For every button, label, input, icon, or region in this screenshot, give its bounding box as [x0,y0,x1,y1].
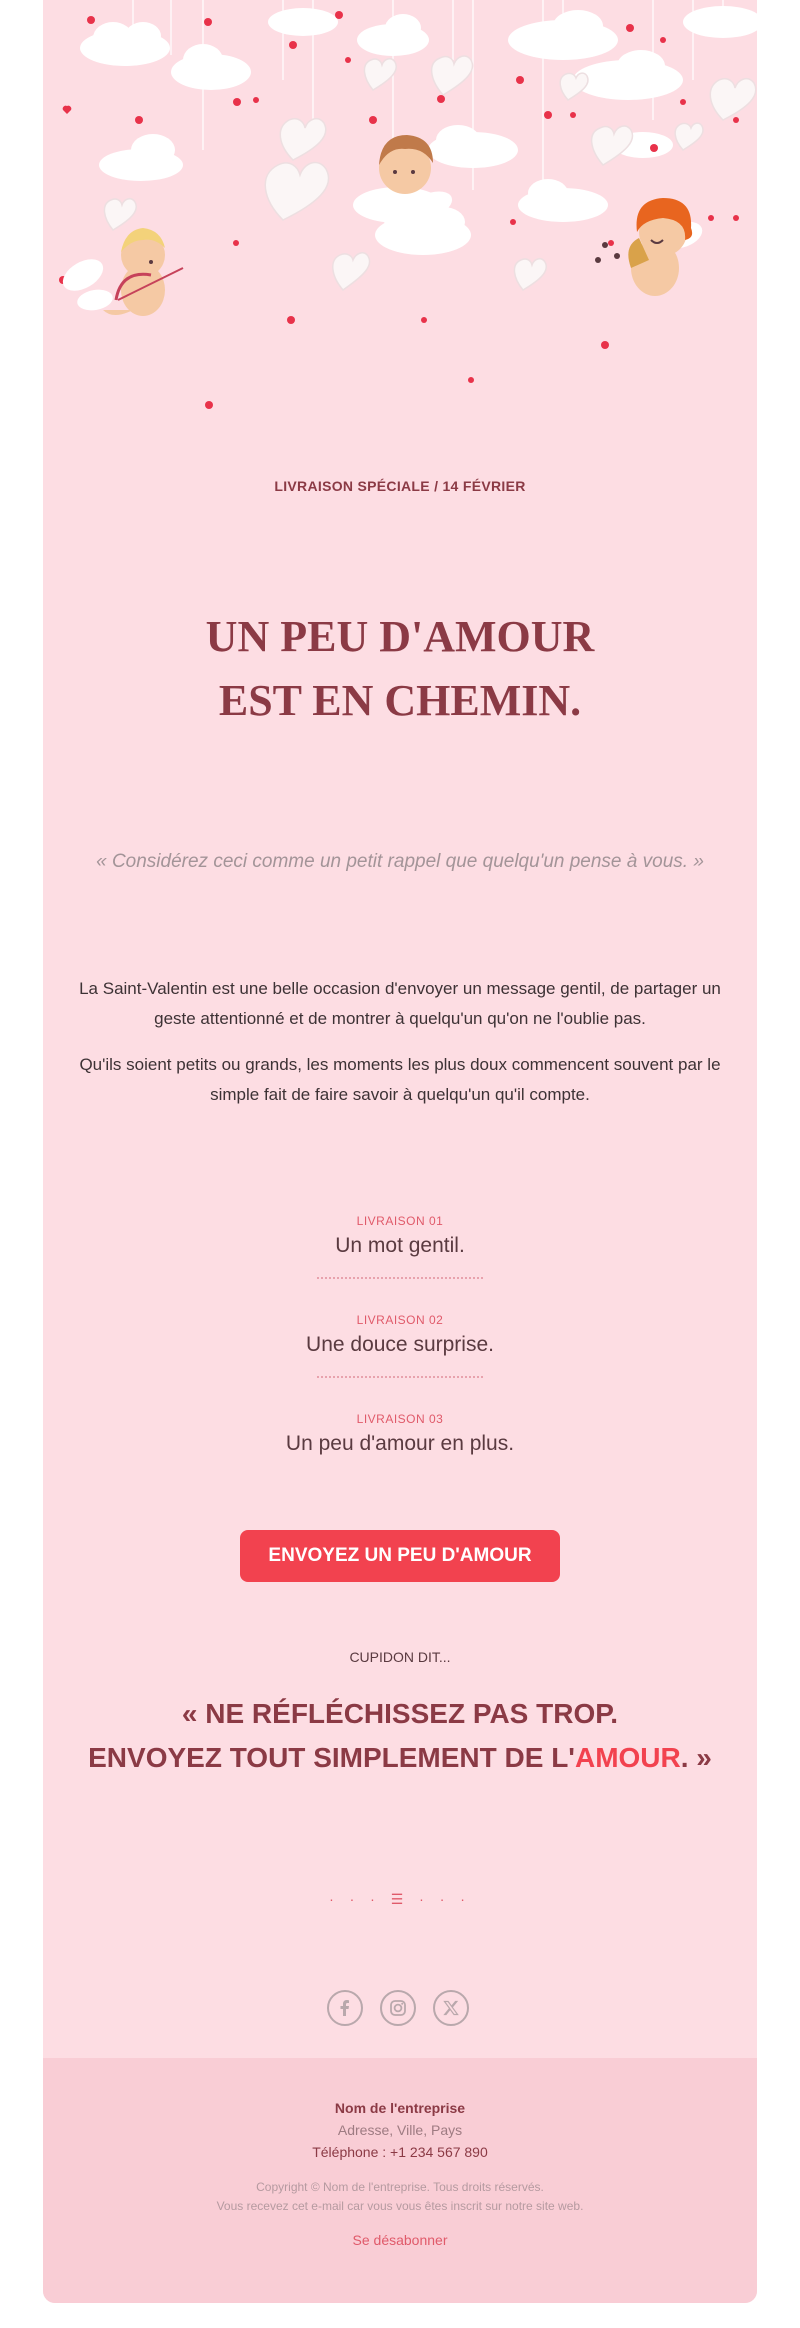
delivery-item [43,1313,757,1357]
cupid-quote-line-1: « NE RÉFLÉCHISSEZ PAS TROP. [181,1698,619,1729]
company-name: Nom de l'entreprise [334,2100,466,2116]
copyright-text: Copyright © Nom de l'entreprise. Tous droits réservés. [256,2180,544,2194]
social-links [327,1990,473,2030]
ornament-divider: · · · ☰ · · · [329,1891,471,1907]
cupid-quote-line-2 [43,1736,757,1780]
hero-illustration [43,0,757,420]
unsubscribe-link[interactable]: Se désabonner [352,2232,448,2248]
delivery-label: LIVRAISON 01 [356,1214,444,1228]
instagram-icon[interactable] [380,1990,416,2026]
delivery-label: LIVRAISON 02 [356,1313,444,1327]
facebook-icon[interactable] [327,1990,363,2026]
eyebrow-label: LIVRAISON SPÉCIALE / 14 FÉVRIER [274,478,526,494]
cupid-quote [43,1692,757,1780]
body-paragraph-1: La Saint-Valentin est une belle occasion d'envoyer un message gentil, de partager un geste attentionné et de montrer à quelqu'un qu'on ne l'oublie pas. [79,979,721,1028]
dotted-divider [317,1277,483,1279]
cupid-quote-highlight: AMOUR [574,1742,681,1773]
dotted-divider [317,1376,483,1378]
delivery-label: LIVRAISON 03 [356,1412,444,1426]
company-phone: Téléphone : +1 234 567 890 [312,2144,488,2160]
delivery-text: Un mot gentil. [335,1234,465,1257]
email-card [43,0,757,2303]
headline [43,605,757,733]
delivery-text: Une douce surprise. [306,1333,494,1356]
headline-line-1: UN PEU D'AMOUR [205,612,595,661]
send-love-button[interactable]: ENVOYEZ UN PEU D'AMOUR [240,1530,560,1582]
body-paragraph-2: Qu'ils soient petits ou grands, les moments les plus doux commencent souvent par le simple fait de faire savoir à quelqu'un qu'il compte. [79,1055,721,1104]
delivery-item [43,1214,757,1258]
intro-quote: « Considérez ceci comme un petit rappel que quelqu'un pense à vous. » [96,851,704,872]
footer [43,2058,757,2303]
cupid-quote-start: ENVOYEZ TOUT SIMPLEMENT DE L' [88,1742,575,1773]
cupid-says-label: CUPIDON DIT... [349,1649,451,1665]
x-icon[interactable] [433,1990,469,2026]
headline-line-2: EST EN CHEMIN. [218,676,582,725]
delivery-item [43,1412,757,1456]
subscription-note: Vous recevez cet e-mail car vous vous êtes inscrit sur notre site web. [216,2199,584,2213]
cupid-quote-end: . » [680,1742,712,1773]
delivery-text: Un peu d'amour en plus. [285,1432,515,1455]
company-address: Adresse, Ville, Pays [337,2122,463,2138]
